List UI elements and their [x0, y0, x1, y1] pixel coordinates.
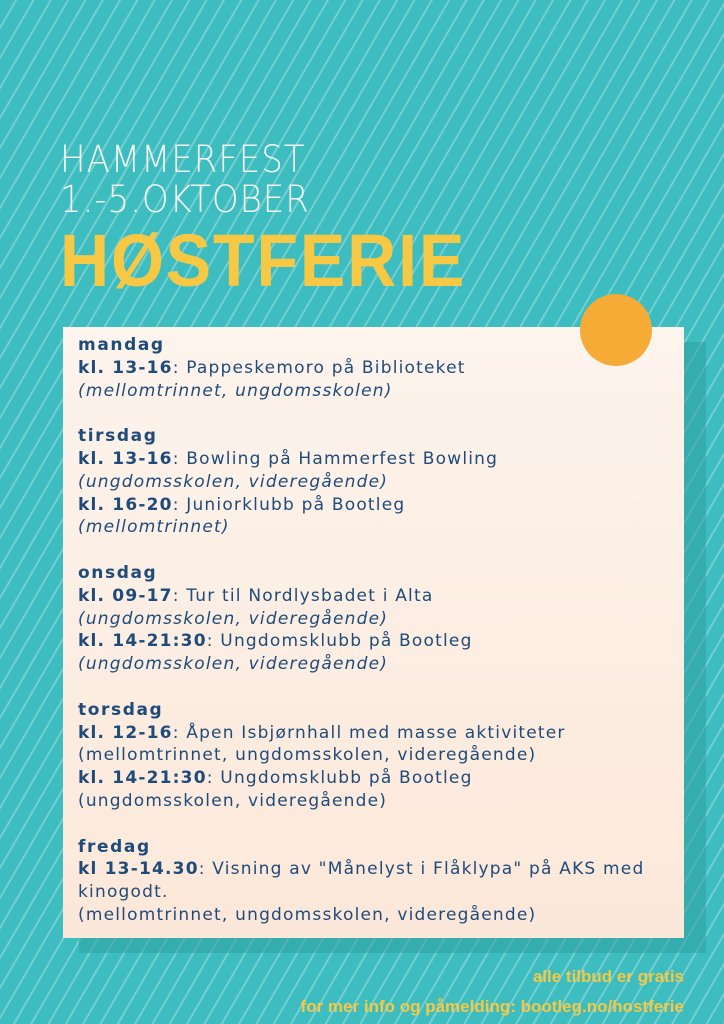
- event-audience: (mellomtrinnet, ungdomsskolen): [78, 380, 393, 401]
- event-line: [78, 585, 678, 608]
- event-audience: (mellomtrinnet): [78, 517, 230, 538]
- day-name: tirsdag: [78, 426, 158, 447]
- time-separator: :: [172, 722, 187, 743]
- free-notice: alle tilbud er gratis: [532, 967, 684, 986]
- day-name: mandag: [78, 335, 165, 355]
- event-line: [78, 722, 678, 745]
- event-audience: (mellomtrinnet, ungdomsskolen, videregående): [78, 904, 537, 925]
- event-activity: Ungdomsklubb på Bootleg: [220, 768, 473, 789]
- poster-footer: [301, 962, 684, 1022]
- event-line: [78, 448, 678, 471]
- event-time: kl. 13-16: [78, 357, 173, 378]
- poster-header: [60, 138, 501, 302]
- event-time: kl. 09-17: [78, 585, 173, 606]
- event-time: kl. 13-16: [78, 448, 173, 469]
- time-separator: :: [206, 768, 221, 789]
- event-time: kl. 12-16: [78, 722, 173, 743]
- event-audience: (ungdomsskolen, videregående): [78, 790, 388, 811]
- event-activity: Tur til Nordlysbadet i Alta: [186, 585, 434, 606]
- event-line: [78, 357, 678, 380]
- event-line: [78, 630, 678, 653]
- day-block-mandag: [78, 334, 678, 402]
- info-link[interactable]: for mer info og påmelding: bootleg.no/hostferie: [300, 997, 684, 1016]
- time-separator: :: [172, 585, 187, 606]
- event-time: kl. 14-21:30: [78, 631, 207, 652]
- event-time: kl 13-14.30: [78, 859, 199, 880]
- day-block-fredag: [78, 836, 678, 927]
- time-separator: :: [172, 448, 187, 469]
- time-separator: :: [172, 494, 187, 515]
- day-block-tirsdag: [78, 425, 678, 539]
- time-separator: :: [206, 631, 221, 652]
- day-block-torsdag: [78, 699, 678, 813]
- day-name: onsdag: [78, 562, 158, 583]
- time-separator: :: [172, 357, 187, 378]
- event-activity: Pappeskemoro på Biblioteket: [186, 357, 466, 378]
- event-audience: (ungdomsskolen, videregående): [78, 654, 389, 675]
- event-line: [78, 767, 678, 790]
- event-activity: Bowling på Hammerfest Bowling: [186, 448, 499, 469]
- event-activity: Visning av "Månelyst i Flåklypa" på AKS med kinogodt.: [78, 859, 645, 903]
- event-activity: Åpen Isbjørnhall med masse aktiviteter: [186, 722, 566, 743]
- day-name: torsdag: [78, 699, 164, 720]
- event-audience: (ungdomsskolen, videregående): [78, 608, 389, 629]
- event-line: [78, 494, 678, 517]
- event-activity: Ungdomsklubb på Bootleg: [220, 631, 473, 652]
- day-block-onsdag: [78, 562, 678, 676]
- schedule-list: [78, 334, 678, 950]
- city-name: HAMMERFEST: [60, 138, 306, 181]
- event-activity: Juniorklubb på Bootleg: [186, 494, 406, 515]
- event-audience: (mellomtrinnet, ungdomsskolen, videregående): [78, 745, 537, 766]
- event-audience: (ungdomsskolen, videregående): [78, 471, 389, 492]
- event-time: kl. 14-21:30: [78, 768, 207, 789]
- event-time: kl. 16-20: [78, 494, 173, 515]
- event-line: [78, 858, 678, 904]
- poster-title: HØSTFERIE: [60, 219, 467, 302]
- day-name: fredag: [78, 836, 151, 857]
- event-dates: 1.-5.OKTOBER: [60, 178, 310, 221]
- time-separator: :: [198, 859, 213, 880]
